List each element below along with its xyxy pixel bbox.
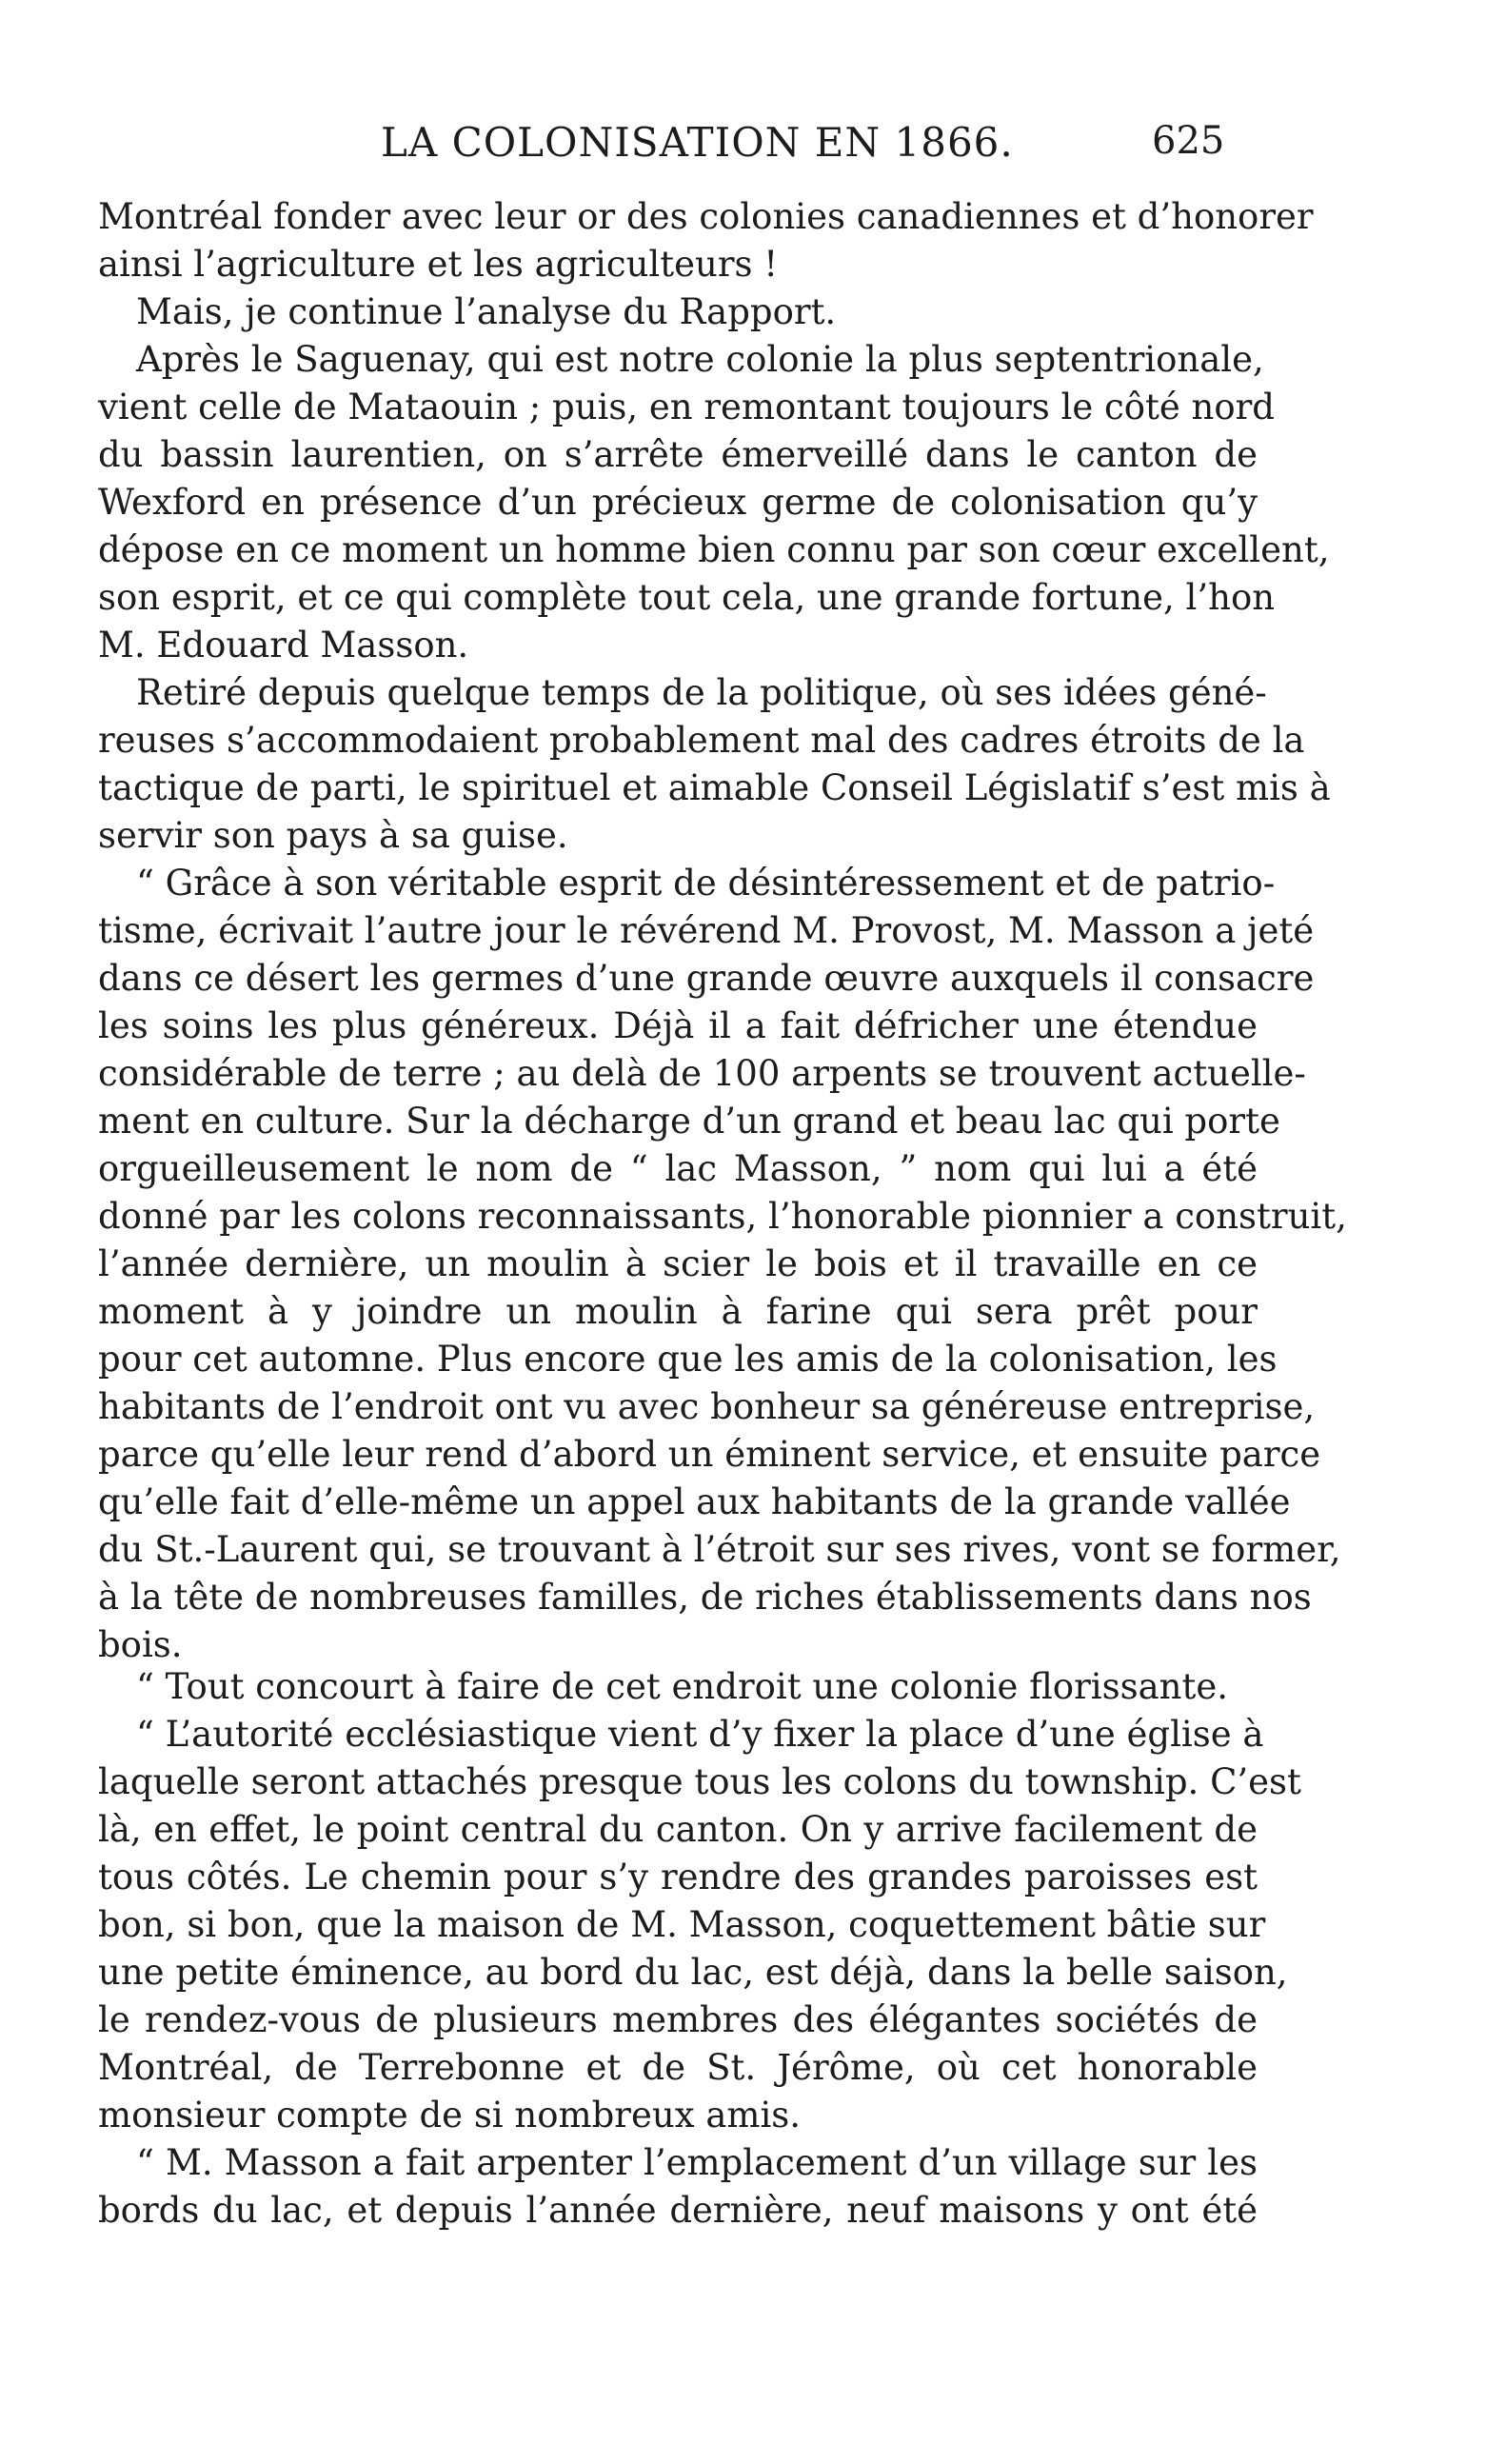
text-line: du bassin laurentien, on s’arrête émerveillé dans le canton de xyxy=(98,434,1258,475)
text-line: Mais, je continue l’analyse du Rapport. xyxy=(136,291,837,332)
text-line: pour cet automne. Plus encore que les amis de la colonisation, les xyxy=(98,1339,1278,1380)
text-line: “ L’autorité ecclésiastique vient d’y fixer la place d’une église à xyxy=(136,1714,1264,1755)
text-line: reuses s’accommodaient probablement mal des cadres étroits de la xyxy=(98,720,1305,761)
text-line: son esprit, et ce qui complète tout cela, une grande fortune, l’hon xyxy=(98,577,1276,618)
text-line: donné par les colons reconnaissants, l’honorable pionnier a construit, xyxy=(98,1196,1347,1237)
running-header: LA COLONISATION EN 1866. xyxy=(381,119,1014,166)
text-line: les soins les plus généreux. Déjà il a fait défricher une étendue xyxy=(98,1005,1258,1046)
text-line: l’année dernière, un moulin à scier le bois et il travaille en ce xyxy=(98,1243,1258,1284)
text-line: Montréal, de Terrebonne et de St. Jérôme, où cet honorable xyxy=(98,2047,1258,2088)
text-line: orgueilleusement le nom de “ lac Masson, ” nom qui lui a été xyxy=(98,1148,1258,1189)
text-line: vient celle de Mataouin ; puis, en remontant toujours le côté nord xyxy=(98,387,1275,427)
text-line: tisme, écrivait l’autre jour le révérend M. Provost, M. Masson a jeté xyxy=(98,910,1315,951)
text-line: le rendez-vous de plusieurs membres des élégantes sociétés de xyxy=(98,1999,1258,2040)
text-line: M. Edouard Masson. xyxy=(98,625,469,666)
text-line: Retiré depuis quelque temps de la politique, où ses idées géné- xyxy=(136,672,1267,713)
text-line: monsieur compte de si nombreux amis. xyxy=(98,2095,802,2136)
page-number: 625 xyxy=(1152,119,1225,163)
text-line: à la tête de nombreuses familles, de riches établissements dans nos xyxy=(98,1577,1312,1618)
text-line: Wexford en présence d’un précieux germe de colonisation qu’y xyxy=(98,482,1258,523)
text-line: “ M. Masson a fait arpenter l’emplacement d’un village sur les xyxy=(136,2142,1258,2183)
text-line: Montréal fonder avec leur or des colonies canadiennes et d’honorer xyxy=(98,196,1314,237)
text-line: là, en effet, le point central du canton. On y arrive facilement de xyxy=(98,1809,1258,1850)
text-line: bois. xyxy=(98,1624,183,1665)
text-line: moment à y joindre un moulin à farine qui sera prêt pour xyxy=(98,1291,1258,1332)
text-line: parce qu’elle leur rend d’abord un éminent service, et ensuite parce xyxy=(98,1434,1321,1475)
text-line: bon, si bon, que la maison de M. Masson, coquettement bâtie sur xyxy=(98,1904,1266,1945)
text-line: Après le Saguenay, qui est notre colonie la plus septentrionale, xyxy=(136,339,1264,380)
text-line: du St.-Laurent qui, se trouvant à l’étroit sur ses rives, vont se former, xyxy=(98,1529,1341,1570)
text-line: tous côtés. Le chemin pour s’y rendre des grandes paroisses est xyxy=(98,1857,1258,1898)
text-line: habitants de l’endroit ont vu avec bonheur sa généreuse entreprise, xyxy=(98,1386,1316,1427)
text-line: tactique de parti, le spirituel et aimable Conseil Législatif s’est mis à xyxy=(98,767,1331,808)
text-line: considérable de terre ; au delà de 100 arpents se trouvent actuelle- xyxy=(98,1053,1306,1094)
text-line: une petite éminence, au bord du lac, est déjà, dans la belle saison, xyxy=(98,1952,1288,1993)
text-line: servir son pays à sa guise. xyxy=(98,815,568,856)
text-line: ment en culture. Sur la décharge d’un grand et beau lac qui porte xyxy=(98,1101,1280,1142)
text-line: bords du lac, et depuis l’année dernière, neuf maisons y ont été xyxy=(98,2190,1258,2231)
text-line: “ Tout concourt à faire de cet endroit une colonie florissante. xyxy=(136,1666,1228,1707)
text-line: qu’elle fait d’elle-même un appel aux habitants de la grande vallée xyxy=(98,1481,1291,1522)
text-line: ainsi l’agriculture et les agriculteurs ! xyxy=(98,244,779,285)
text-line: laquelle seront attachés presque tous les colons du township. C’est xyxy=(98,1761,1301,1802)
text-line: dans ce désert les germes d’une grande œuvre auxquels il consacre xyxy=(98,958,1315,999)
text-line: “ Grâce à son véritable esprit de désintéressement et de patrio- xyxy=(136,863,1276,904)
text-line: dépose en ce moment un homme bien connu par son cœur excellent, xyxy=(98,529,1330,570)
